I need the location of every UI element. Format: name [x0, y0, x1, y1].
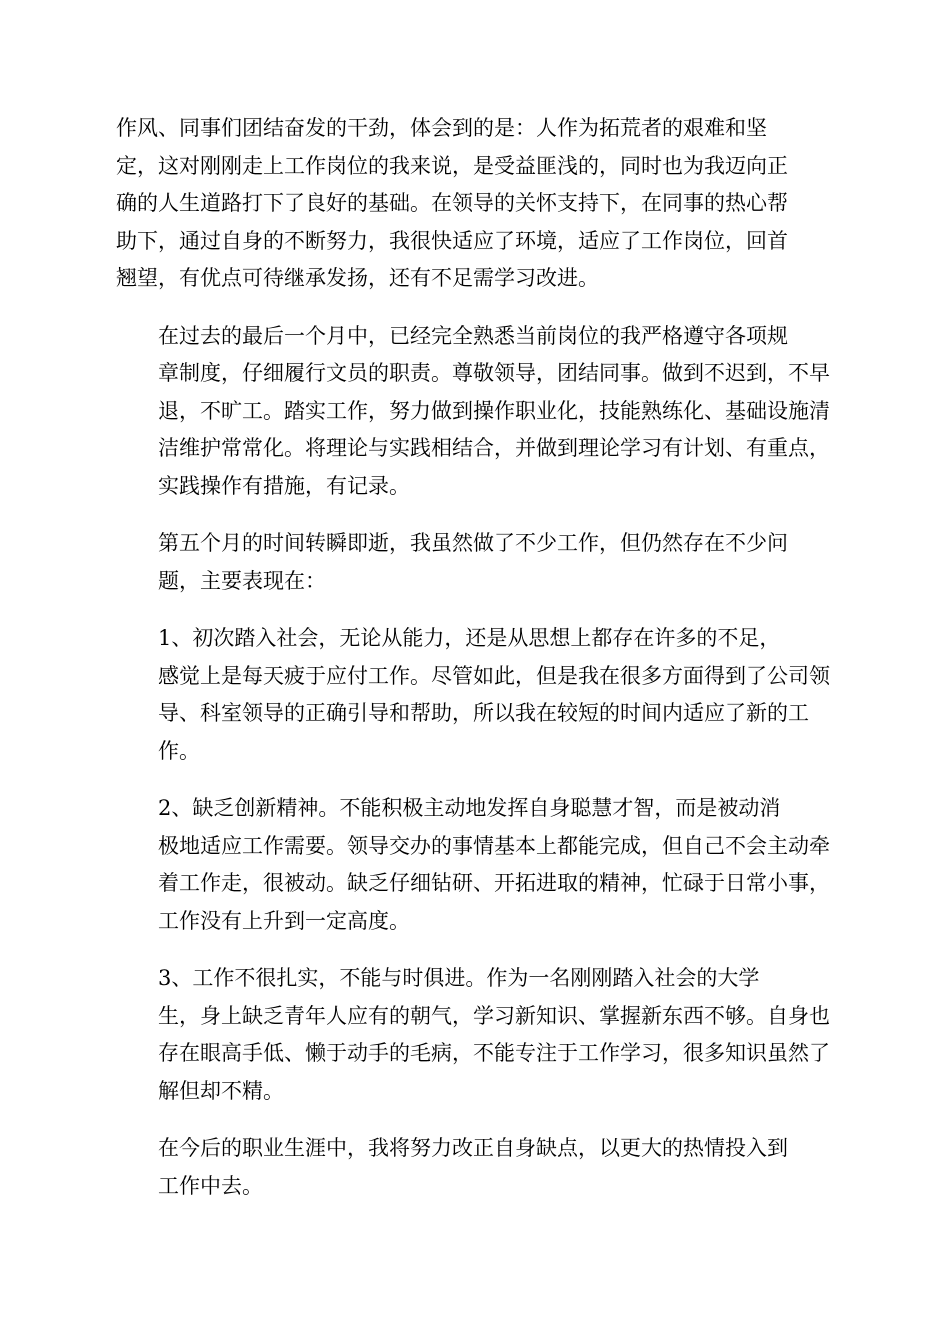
- paragraph-line: 退，不旷工。踏实工作，努力做到操作职业化，技能熟练化、基础设施清: [158, 398, 830, 423]
- paragraph: [116, 318, 834, 506]
- paragraph: [116, 960, 834, 1110]
- paragraph-line: 工作中去。: [158, 1173, 263, 1198]
- paragraph-line: 确的人生道路打下了良好的基础。在领导的关怀支持下，在同事的热心帮: [116, 191, 788, 215]
- paragraph-line: 2、缺乏创新精神。不能积极主动地发挥自身聪慧才智，而是被动消: [158, 796, 781, 820]
- paragraph-line: 极地适应工作需要。领导交办的事情基本上都能完成，但自己不会主动牵: [158, 833, 830, 858]
- paragraph: [116, 620, 834, 770]
- paragraph-line: 生，身上缺乏青年人应有的朝气，学习新知识、掌握新东西不够。自身也: [158, 1003, 830, 1028]
- paragraph: [116, 525, 834, 600]
- paragraph-line: 解但却不精。: [158, 1078, 284, 1103]
- paragraph: [116, 790, 834, 940]
- paragraph-line: 作。: [158, 738, 200, 763]
- document-body: [116, 110, 834, 1225]
- paragraph-line: 洁维护常常化。将理论与实践相结合，并做到理论学习有计划、有重点，: [158, 436, 830, 460]
- paragraph-line: 章制度，仔细履行文员的职责。尊敬领导，团结同事。做到不迟到，不早: [158, 361, 830, 385]
- paragraph-line: 工作没有上升到一定高度。: [158, 908, 410, 933]
- paragraph-line: 着工作走，很被动。缺乏仔细钻研、开拓进取的精神，忙碌于日常小事，: [158, 871, 830, 895]
- paragraph: [116, 1130, 834, 1205]
- paragraph-line: 在今后的职业生涯中，我将努力改正自身缺点，以更大的热情投入到: [158, 1136, 788, 1160]
- paragraph-line: 第五个月的时间转瞬即逝，我虽然做了不少工作，但仍然存在不少问: [158, 531, 788, 555]
- paragraph-line: 导、科室领导的正确引导和帮助，所以我在较短的时间内适应了新的工: [158, 701, 809, 725]
- paragraph-line: 题，主要表现在：: [158, 568, 326, 593]
- paragraph-line: 存在眼高手低、懒于动手的毛病，不能专注于工作学习，很多知识虽然了: [158, 1041, 830, 1065]
- paragraph: [116, 110, 834, 298]
- paragraph-line: 实践操作有措施，有记录。: [158, 473, 410, 498]
- paragraph-line: 作风、同事们团结奋发的干劲，体会到的是：人作为拓荒者的艰难和坚: [116, 116, 767, 140]
- paragraph-line: 定，这对刚刚走上工作岗位的我来说，是受益匪浅的，同时也为我迈向正: [116, 153, 788, 178]
- paragraph-line: 感觉上是每天疲于应付工作。尽管如此，但是我在很多方面得到了公司领: [158, 663, 830, 688]
- paragraph-line: 在过去的最后一个月中，已经完全熟悉当前岗位的我严格遵守各项规: [158, 323, 788, 348]
- paragraph-line: 3、工作不很扎实，不能与时俱进。作为一名刚刚踏入社会的大学: [158, 966, 760, 990]
- paragraph-line: 1、初次踏入社会，无论从能力，还是从思想上都存在许多的不足，: [158, 626, 781, 650]
- paragraph-line: 翘望，有优点可待继承发扬，还有不足需学习改进。: [116, 266, 599, 290]
- paragraph-line: 助下，通过自身的不断努力，我很快适应了环境，适应了工作岗位，回首: [116, 228, 788, 253]
